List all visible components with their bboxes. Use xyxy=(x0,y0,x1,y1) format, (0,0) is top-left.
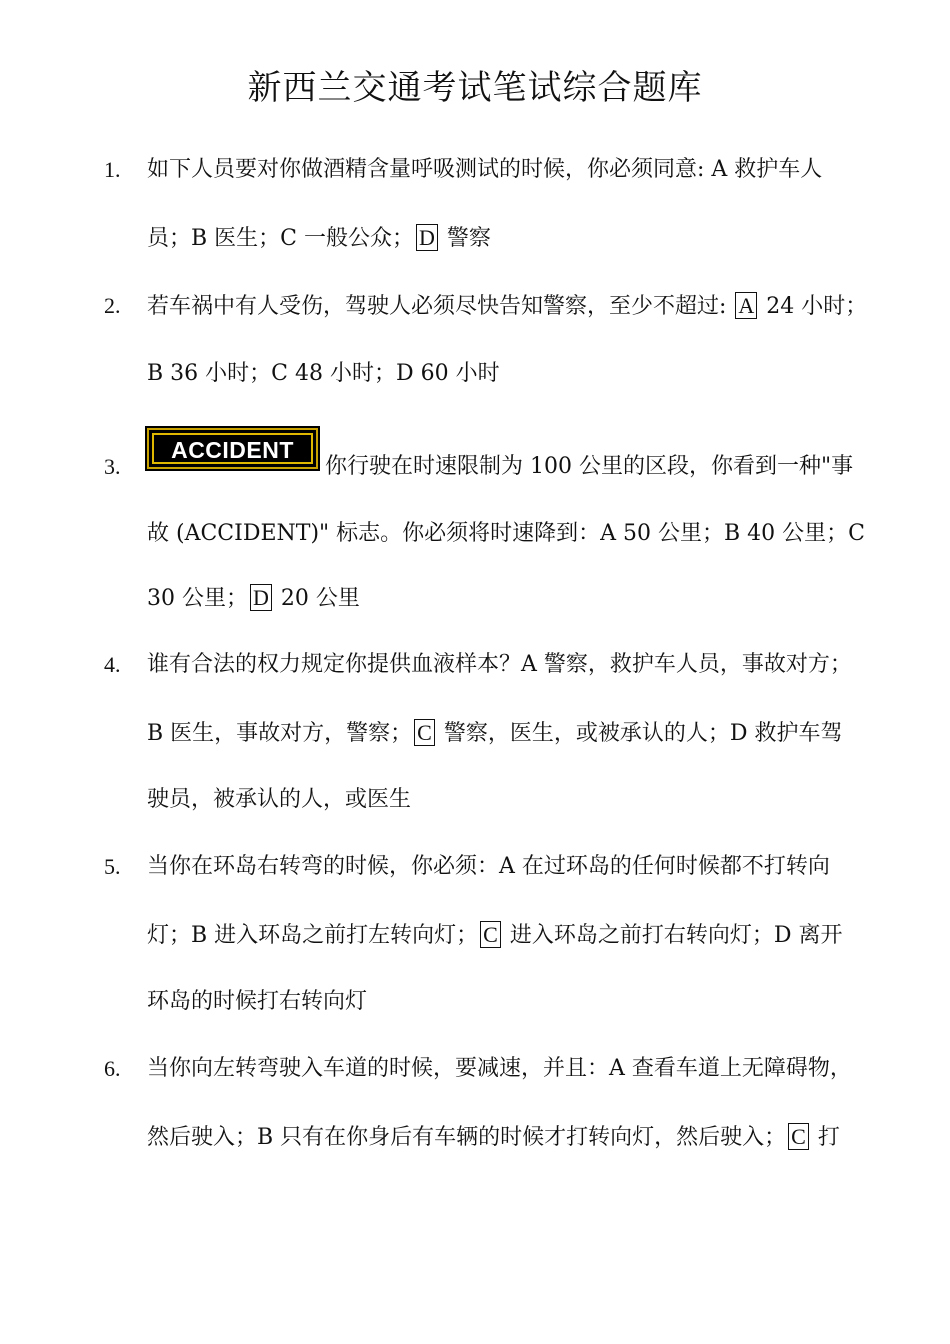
question-number: 4. xyxy=(104,652,121,677)
answer-line-after: 20 公里 xyxy=(273,586,360,611)
answer-line-before: 30 公里； xyxy=(147,586,248,611)
question-text-line: 驶员，被承认的人，或医生 xyxy=(147,787,412,812)
correct-answer-box: D xyxy=(250,584,272,611)
question-number: 3. xyxy=(104,454,121,479)
document-title: 新西兰交通考试笔试综合题库 xyxy=(247,68,703,108)
answer-line-before: 灯；B 进入环岛之前打左转向灯； xyxy=(147,923,479,948)
answer-line-before: 若车祸中有人受伤，驾驶人必须尽快告知警察，至少不超过: xyxy=(147,294,734,319)
question-text-line: 环岛的时候打右转向灯 xyxy=(147,989,368,1014)
question-text-line: B 36 小时；C 48 小时；D 60 小时 xyxy=(147,361,500,386)
question-text-line xyxy=(147,581,360,616)
answer-line-before: B 医生，事故对方，警察； xyxy=(147,721,413,746)
accident-sign-image xyxy=(147,428,318,469)
answer-line-after: 警察 xyxy=(439,226,491,251)
answer-line-after: 警察，医生，或被承认的人；D 救护车驾 xyxy=(436,721,843,746)
accident-sign-text: ACCIDENT xyxy=(152,433,313,464)
answer-line-after: 24 小时； xyxy=(759,294,868,319)
correct-answer-box: C xyxy=(480,921,501,948)
question-text-line: 谁有合法的权力规定你提供血液样本？A 警察，救护车人员，事故对方； xyxy=(147,652,852,677)
question-text-line xyxy=(147,1120,840,1155)
question-text-line xyxy=(147,716,843,751)
question-text-line: 故 (ACCIDENT)" 标志。你必须将时速降到：A 50 公里；B 40 公里；C xyxy=(147,521,865,546)
question-text-line xyxy=(147,289,867,324)
correct-answer-box: C xyxy=(788,1123,809,1150)
question-number: 1. xyxy=(104,157,121,182)
answer-line-before: 然后驶入；B 只有在你身后有车辆的时候才打转向灯，然后驶入； xyxy=(147,1125,787,1150)
question-text-line xyxy=(147,918,843,953)
question-text-line: 当你在环岛右转弯的时候，你必须：A 在过环岛的任何时候都不打转向 xyxy=(147,854,830,879)
answer-line-before: 员；B 医生；C 一般公众； xyxy=(147,226,414,251)
correct-answer-box: A xyxy=(735,292,757,319)
correct-answer-box: C xyxy=(414,719,435,746)
answer-line-after: 进入环岛之前打右转向灯；D 离开 xyxy=(502,923,843,948)
question-text-line: 你行驶在时速限制为 100 公里的区段，你看到一种"事 xyxy=(325,454,854,479)
question-text-line: 如下人员要对你做酒精含量呼吸测试的时候，你必须同意: A 救护车人 xyxy=(147,157,823,182)
question-text-line xyxy=(147,221,491,256)
question-text-line: 当你向左转弯驶入车道的时候，要减速，并且：A 查看车道上无障碍物， xyxy=(147,1056,852,1081)
correct-answer-box: D xyxy=(416,224,438,251)
answer-line-after: 打 xyxy=(810,1125,840,1150)
question-number: 5. xyxy=(104,854,121,879)
question-number: 2. xyxy=(104,293,121,318)
question-number: 6. xyxy=(104,1056,121,1081)
